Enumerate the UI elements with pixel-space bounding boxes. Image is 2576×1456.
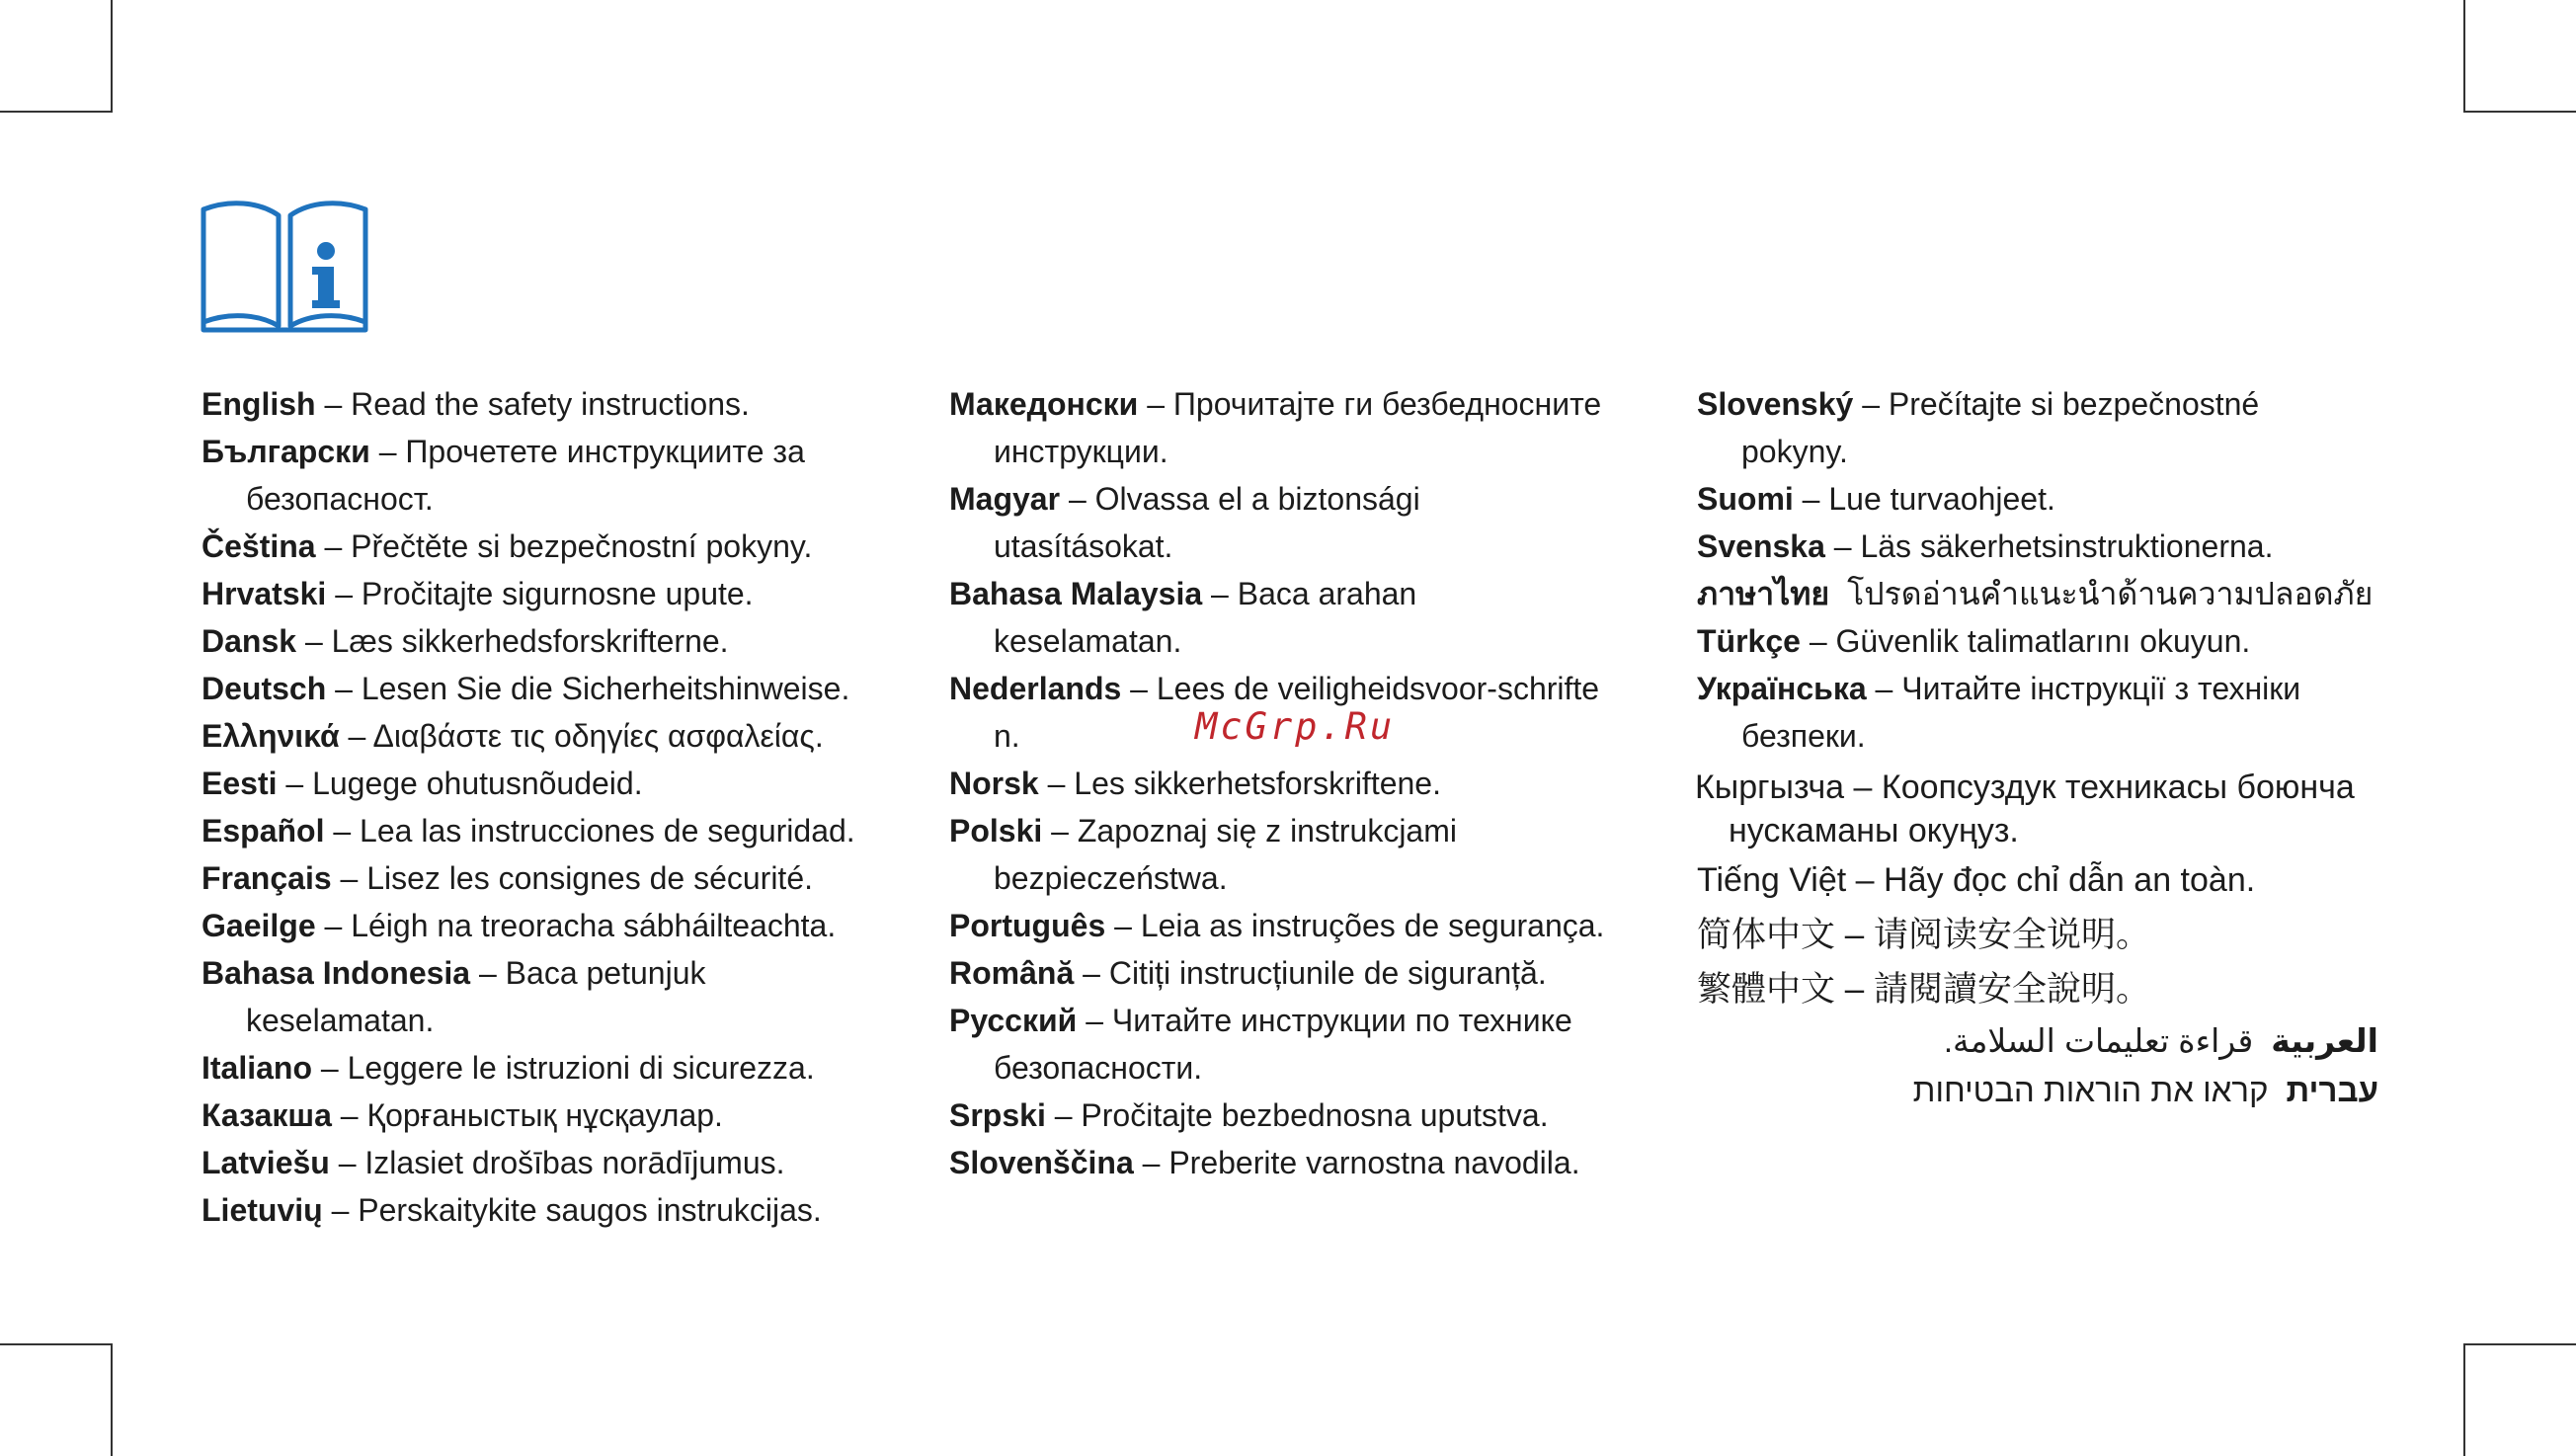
safety-line-swedish: Svenska – Läs säkerhetsinstruktionerna. [1697, 528, 2274, 564]
safety-line-croatian: Hrvatski – Pročitajte sigurnosne upute. [201, 576, 754, 611]
safety-line-chinese-simplified: 简体中文 – 请阅读安全说明。 [1697, 916, 2150, 954]
safety-line-arabic: العربيةقراءة تعليمات السلامة. [1943, 1022, 2378, 1059]
safety-line-russian: Русский – Читайте инструкции по технике безопасности. [949, 1003, 1572, 1086]
safety-line-lithuanian: Lietuvių – Perskaitykite saugos instrukcijas. [201, 1192, 822, 1228]
safety-line-danish: Dansk – Læs sikkerhedsforskrifterne. [201, 623, 729, 659]
safety-line-latvian: Latviešu – Izlasiet drošības norādījumus. [201, 1145, 785, 1180]
safety-line-slovenian: Slovenščina – Preberite varnostna navodila. [949, 1145, 1580, 1180]
safety-line-irish: Gaeilge – Léigh na treoracha sábháilteachta. [201, 908, 837, 943]
crop-mark-bl-h [0, 1343, 113, 1345]
safety-line-romanian: Română – Citiți instrucțiunile de siguranță. [949, 955, 1547, 991]
safety-line-czech: Čeština – Přečtěte si bezpečnostní pokyny. [201, 528, 813, 564]
watermark: McGrp.Ru [1195, 705, 1396, 748]
language-column-3 [1697, 380, 2408, 1115]
safety-line-bulgarian: Български – Прочетете инструкциите за безопасност. [201, 434, 805, 517]
safety-line-slovak: Slovenský – Prečítajte si bezpečnostné pokyny. [1697, 386, 2260, 469]
safety-line-malaysian: Bahasa Malaysia – Baca arahan keselamatan. [949, 576, 1417, 659]
safety-line-kyrgyz: Кыргызча – Коопсуздук техникасы боюнча нускаманы окуңуз. [1695, 768, 2355, 849]
safety-line-estonian: Eesti – Lugege ohutusnõudeid. [201, 766, 643, 801]
safety-line-german: Deutsch – Lesen Sie die Sicherheitshinweise. [201, 671, 850, 706]
language-column-2 [949, 380, 1660, 1186]
safety-line-hungarian: Magyar – Olvassa el a biztonsági utasításokat. [949, 481, 1420, 564]
safety-line-kazakh: Казакша – Қорғаныстық нұсқаулар. [201, 1097, 723, 1133]
safety-line-turkish: Türkçe – Güvenlik talimatlarını okuyun. [1697, 623, 2251, 659]
safety-line-chinese-traditional: 繁體中文 – 請閱讀安全說明。 [1697, 970, 2150, 1009]
crop-mark-br-v [2463, 1343, 2465, 1456]
safety-line-ukrainian: Українська – Читайте інструкції з техніки безпеки. [1697, 671, 2301, 754]
crop-mark-tl-v [111, 0, 113, 113]
crop-mark-tl-h [0, 111, 113, 113]
safety-line-french: Français – Lisez les consignes de sécurité. [201, 860, 813, 896]
crop-mark-tr-v [2463, 0, 2465, 113]
safety-line-english: English – Read the safety instructions. [201, 386, 750, 422]
safety-line-hebrew: עבריתקראו את הוראות הבטיחות [1912, 1072, 2378, 1108]
safety-line-serbian: Srpski – Pročitajte bezbednosna uputstva. [949, 1097, 1549, 1133]
crop-mark-tr-h [2463, 111, 2576, 113]
safety-line-indonesian: Bahasa Indonesia – Baca petunjuk keselamatan. [201, 955, 706, 1038]
safety-line-polish: Polski – Zapoznaj się z instrukcjami bezpieczeństwa. [949, 813, 1457, 896]
language-column-1 [201, 380, 913, 1234]
safety-line-italian: Italiano – Leggere le istruzioni di sicurezza. [201, 1050, 815, 1086]
safety-line-macedonian: Македонски – Прочитајте ги безбедносните инструкции. [949, 386, 1602, 469]
read-instructions-book-icon [200, 200, 369, 336]
safety-line-spanish: Español – Lea las instrucciones de seguridad. [201, 813, 855, 849]
crop-mark-br-h [2463, 1343, 2576, 1345]
safety-line-thai: ภาษาไทย โปรดอ่านคำแนะนำด้านความปลอดภัย [1697, 576, 2374, 611]
safety-line-finnish: Suomi – Lue turvaohjeet. [1697, 481, 2055, 517]
crop-mark-bl-v [111, 1343, 113, 1456]
safety-line-portuguese: Português – Leia as instruções de segurança. [949, 908, 1605, 943]
safety-line-vietnamese: Tiếng Việt – Hãy đọc chỉ dẫn an toàn. [1697, 861, 2256, 899]
safety-line-greek: Ελληνικά – Διαβάστε τις οδηγίες ασφαλείας. [201, 718, 824, 754]
safety-line-dutch: Nederlands – Lees de veiligheidsvoor-schriften. [949, 671, 1600, 754]
safety-line-norwegian: Norsk – Les sikkerhetsforskriftene. [949, 766, 1441, 801]
